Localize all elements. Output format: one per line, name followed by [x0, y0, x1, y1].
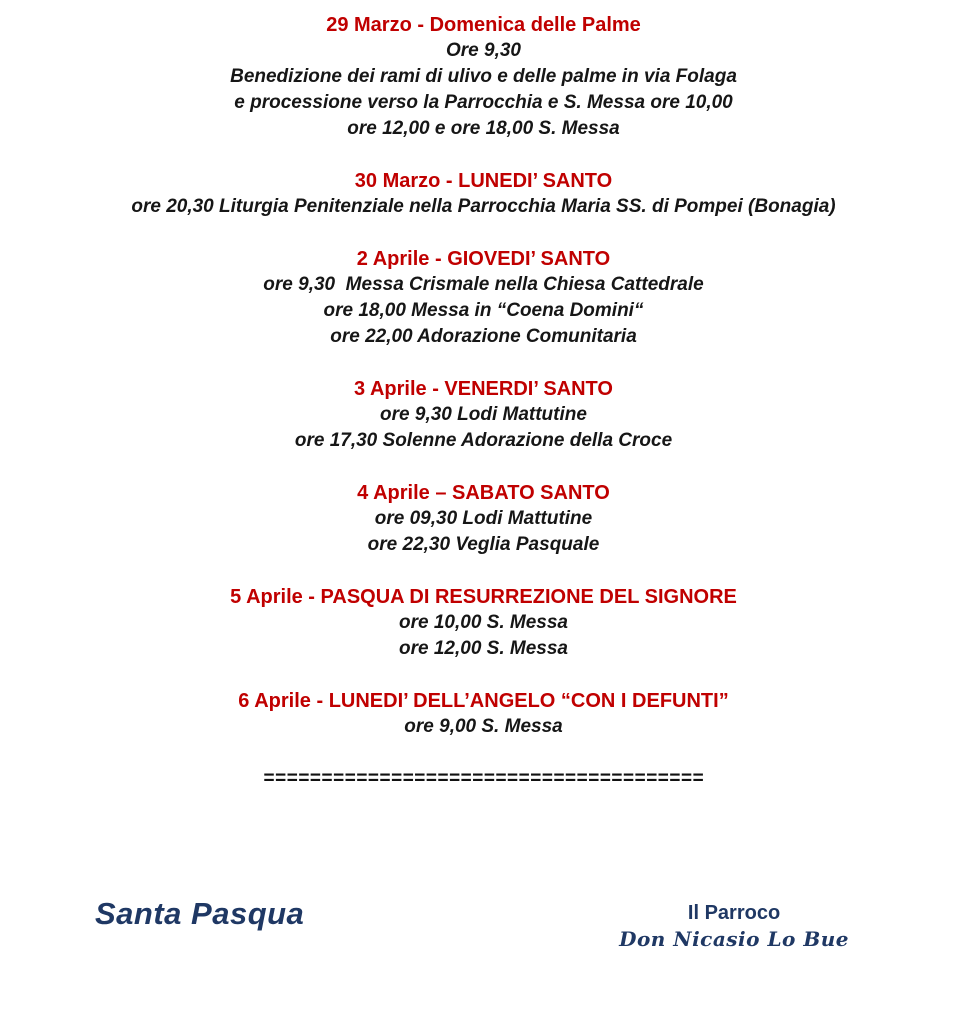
schedule-line: ore 22,30 Veglia Pasquale [367, 534, 600, 555]
equals-separator-line: ====================================== [263, 768, 704, 789]
schedule-date-heading: 4 Aprile – SABATO SANTO [357, 482, 610, 504]
schedule-line: ore 12,00 S. Messa [399, 638, 568, 659]
schedule-line: Ore 9,30 [446, 40, 521, 61]
schedule-block-easter-monday [0, 688, 967, 740]
schedule-date-heading: 30 Marzo - LUNEDI’ SANTO [354, 170, 613, 192]
schedule-block-easter-sunday [0, 584, 967, 662]
schedule-line: e processione verso la Parrocchia e S. Messa ore 10,00 [234, 92, 733, 113]
schedule-line: ore 9,30 Messa Crismale nella Chiesa Cattedrale [263, 274, 704, 295]
schedule-line: ore 9,00 S. Messa [404, 716, 563, 737]
schedule-line: Benedizione dei rami di ulivo e delle palme in via Folaga [230, 66, 737, 87]
signature-name: Don Nicasio Lo Bue [619, 927, 849, 951]
schedule-block-good-friday [0, 376, 967, 454]
schedule-date-heading: 3 Aprile - VENERDI’ SANTO [354, 378, 613, 400]
schedule-line: ore 17,30 Solenne Adorazione della Croce [294, 430, 673, 451]
schedule-block-holy-monday [0, 168, 967, 220]
schedule-block-palm-sunday [0, 12, 967, 142]
schedule-line: ore 09,30 Lodi Mattutine [374, 508, 593, 529]
schedule-block-holy-thursday [0, 246, 967, 350]
schedule-line: ore 18,00 Messa in “Coena Domini“ [323, 300, 644, 321]
schedule-line: ore 12,00 e ore 18,00 S. Messa [347, 118, 620, 139]
schedule-date-heading: 2 Aprile - GIOVEDI’ SANTO [356, 248, 611, 270]
schedule-date-heading: 29 Marzo - Domenica delle Palme [326, 14, 641, 36]
signature-block [619, 900, 849, 952]
signature-title: Il Parroco [687, 902, 781, 924]
schedule-line: ore 22,00 Adorazione Comunitaria [330, 326, 637, 347]
easter-greeting: Santa Pasqua [95, 896, 305, 931]
schedule-date-heading: 5 Aprile - PASQUA DI RESURREZIONE DEL SIGNORE [230, 586, 737, 608]
schedule-block-holy-saturday [0, 480, 967, 558]
schedule-line: ore 9,30 Lodi Mattutine [380, 404, 587, 425]
schedule-line: ore 20,30 Liturgia Penitenziale nella Parrocchia Maria SS. di Pompei (Bonagia) [131, 196, 836, 217]
document-footer [0, 896, 967, 952]
schedule-line: ore 10,00 S. Messa [399, 612, 568, 633]
schedule-date-heading: 6 Aprile - LUNEDI’ DELL’ANGELO “CON I DEFUNTI” [238, 690, 729, 712]
